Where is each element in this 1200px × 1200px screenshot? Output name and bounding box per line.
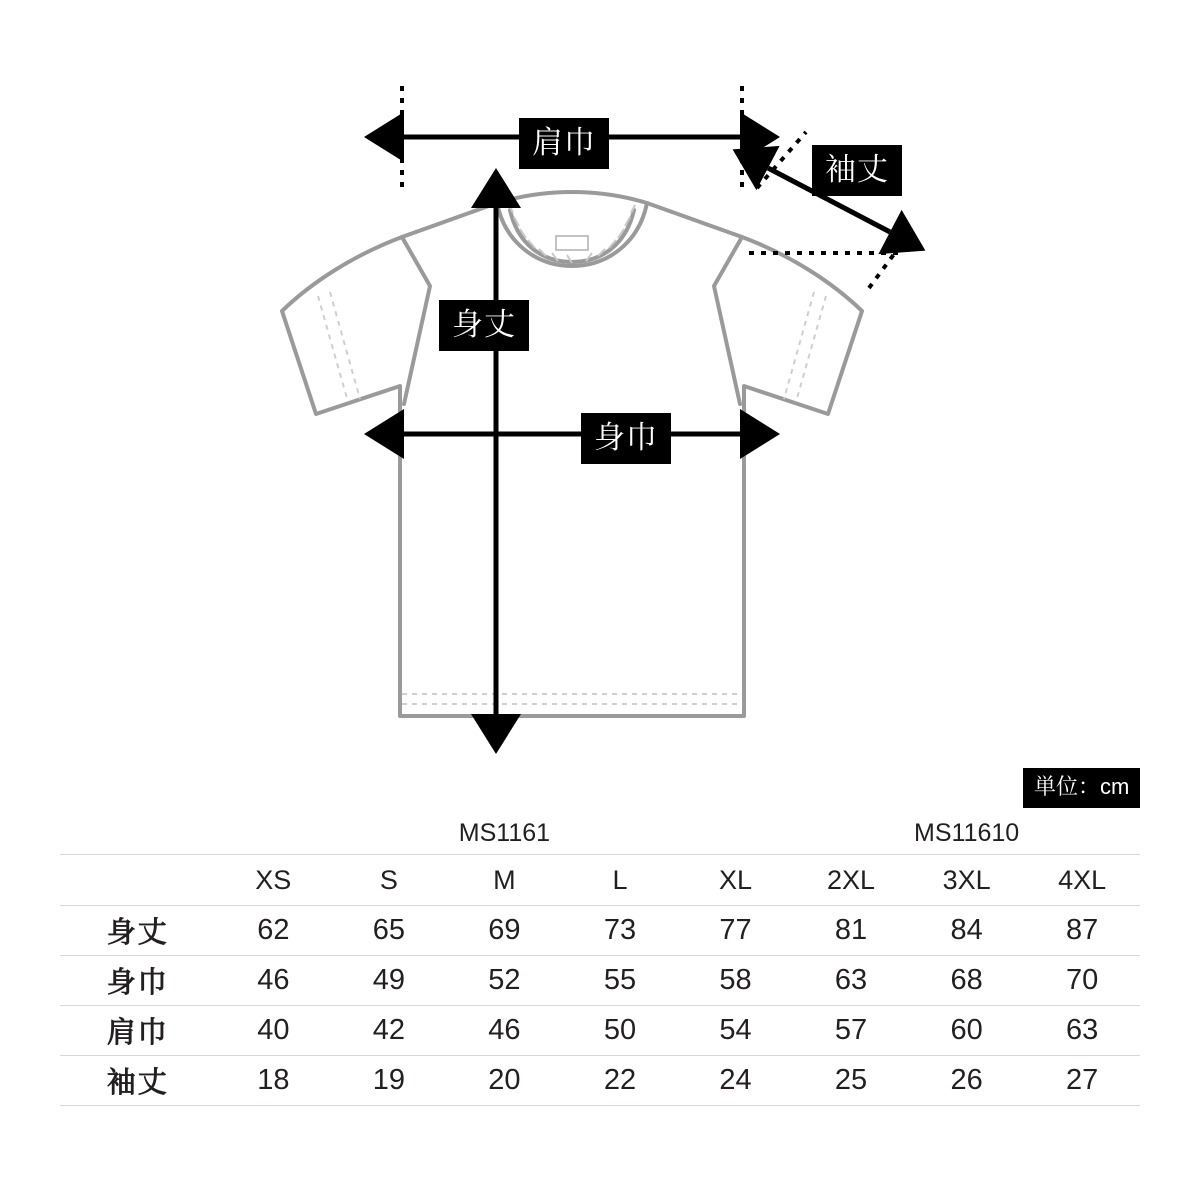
cell-shoulder-xs: 40 bbox=[216, 1006, 332, 1056]
cell-body-width-xs: 46 bbox=[216, 956, 332, 1006]
label-shoulder-width: 肩巾 bbox=[519, 118, 609, 169]
cell-shoulder-2xl: 57 bbox=[793, 1006, 909, 1056]
cell-shoulder-3xl: 60 bbox=[909, 1006, 1025, 1056]
size-header-m: M bbox=[447, 855, 563, 906]
tshirt-outline bbox=[282, 192, 862, 716]
row-label-body-length: 身丈 bbox=[60, 906, 216, 956]
size-header-2xl: 2XL bbox=[793, 855, 909, 906]
cell-sleeve-s: 19 bbox=[331, 1056, 447, 1106]
cell-shoulder-m: 46 bbox=[447, 1006, 563, 1056]
cell-body-width-l: 55 bbox=[562, 956, 678, 1006]
cell-body-width-4xl: 70 bbox=[1024, 956, 1140, 1006]
row-label-body-width: 身巾 bbox=[60, 956, 216, 1006]
cell-body-length-xs: 62 bbox=[216, 906, 332, 956]
model-name-ms11610: MS11610 bbox=[793, 812, 1140, 855]
size-header-4xl: 4XL bbox=[1024, 855, 1140, 906]
cell-sleeve-2xl: 25 bbox=[793, 1056, 909, 1106]
model-row-corner bbox=[60, 812, 216, 855]
cell-body-length-xl: 77 bbox=[678, 906, 794, 956]
size-header-l: L bbox=[562, 855, 678, 906]
model-header-row bbox=[60, 812, 1140, 855]
cell-body-length-s: 65 bbox=[331, 906, 447, 956]
cell-body-width-s: 49 bbox=[331, 956, 447, 1006]
cell-body-length-3xl: 84 bbox=[909, 906, 1025, 956]
cell-sleeve-l: 22 bbox=[562, 1056, 678, 1106]
neck-label bbox=[556, 236, 588, 250]
cell-shoulder-l: 50 bbox=[562, 1006, 678, 1056]
label-body-length: 身丈 bbox=[439, 300, 529, 351]
cell-sleeve-xl: 24 bbox=[678, 1056, 794, 1106]
table-row bbox=[60, 906, 1140, 956]
cell-sleeve-4xl: 27 bbox=[1024, 1056, 1140, 1106]
cell-shoulder-s: 42 bbox=[331, 1006, 447, 1056]
cell-body-width-2xl: 63 bbox=[793, 956, 909, 1006]
size-header-row bbox=[60, 855, 1140, 906]
cell-body-length-m: 69 bbox=[447, 906, 563, 956]
cell-body-length-l: 73 bbox=[562, 906, 678, 956]
table-row bbox=[60, 1006, 1140, 1056]
model-name-ms1161: MS1161 bbox=[216, 812, 794, 855]
row-label-shoulder-width: 肩巾 bbox=[60, 1006, 216, 1056]
cell-shoulder-xl: 54 bbox=[678, 1006, 794, 1056]
label-sleeve-length: 袖丈 bbox=[812, 145, 902, 196]
cell-body-length-2xl: 81 bbox=[793, 906, 909, 956]
cell-sleeve-3xl: 26 bbox=[909, 1056, 1025, 1106]
cell-sleeve-xs: 18 bbox=[216, 1056, 332, 1106]
size-header-s: S bbox=[331, 855, 447, 906]
size-header-3xl: 3XL bbox=[909, 855, 1025, 906]
label-body-width: 身巾 bbox=[581, 413, 671, 464]
cell-body-width-xl: 58 bbox=[678, 956, 794, 1006]
cell-sleeve-m: 20 bbox=[447, 1056, 563, 1106]
unit-badge: 単位：cm bbox=[1023, 768, 1140, 808]
size-header-xs: XS bbox=[216, 855, 332, 906]
size-chart-table bbox=[60, 812, 1140, 1106]
table-row bbox=[60, 1056, 1140, 1106]
cell-body-width-m: 52 bbox=[447, 956, 563, 1006]
sleeve-hem-stitching bbox=[318, 292, 826, 402]
cell-shoulder-4xl: 63 bbox=[1024, 1006, 1140, 1056]
table-row bbox=[60, 956, 1140, 1006]
size-header-xl: XL bbox=[678, 855, 794, 906]
cell-body-width-3xl: 68 bbox=[909, 956, 1025, 1006]
cell-body-length-4xl: 87 bbox=[1024, 906, 1140, 956]
row-label-sleeve-length: 袖丈 bbox=[60, 1056, 216, 1106]
size-row-corner bbox=[60, 855, 216, 906]
bottom-hem-stitching bbox=[402, 694, 742, 704]
